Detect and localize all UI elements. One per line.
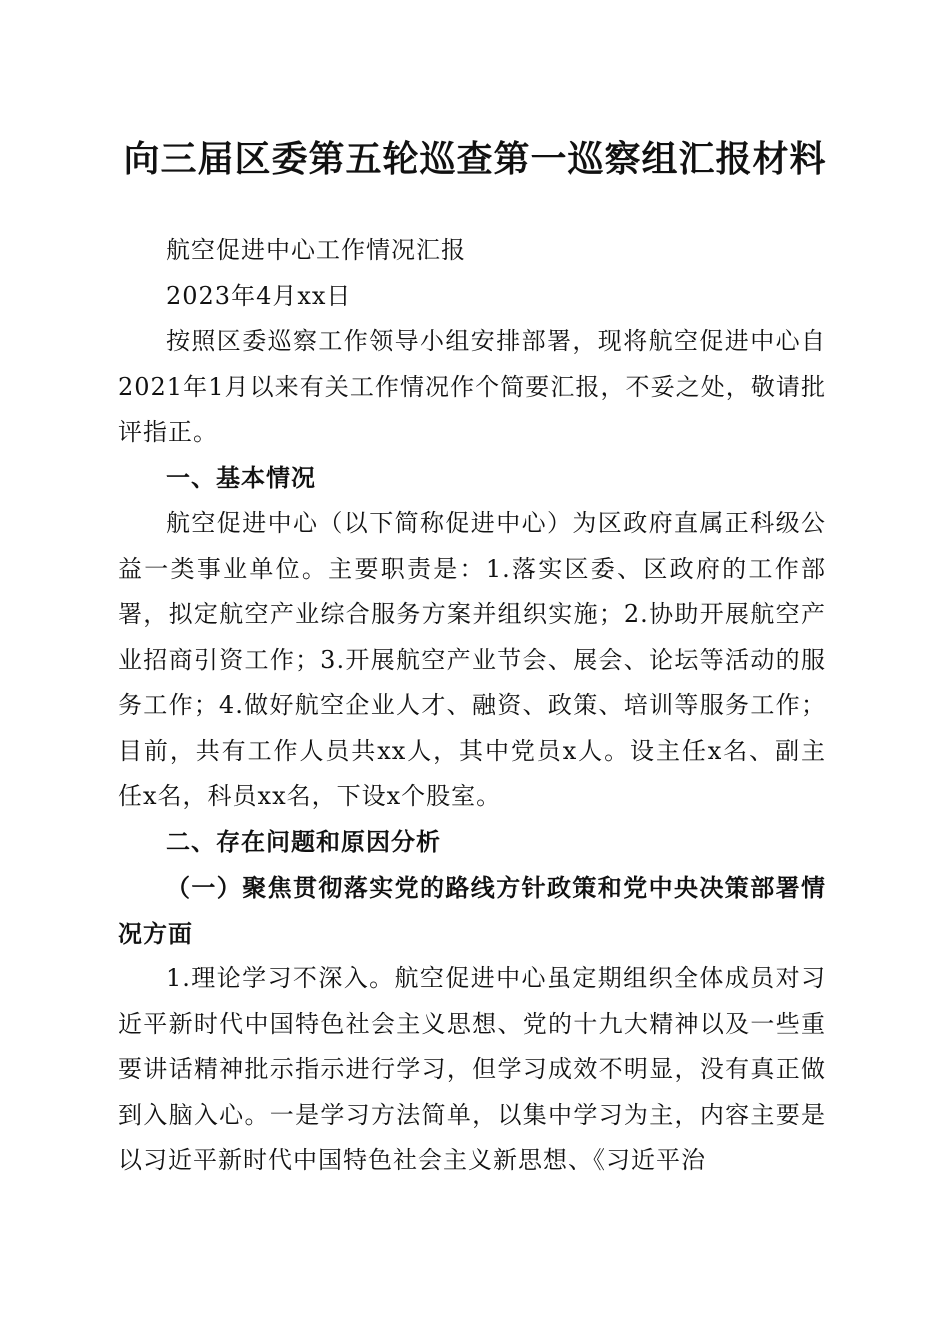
document-body	[118, 228, 826, 1184]
document-title: 向三届区委第五轮巡查第一巡察组汇报材料	[123, 139, 827, 180]
intro-paragraph: 按照区委巡察工作领导小组安排部署，现将航空促进中心自2021年1月以来有关工作情况作个简要汇报，不妥之处，敬请批评指正。	[118, 327, 826, 446]
section-heading-problems: 二、存在问题和原因分析	[166, 827, 441, 856]
basic-info-paragraph: 航空促进中心（以下简称促进中心）为区政府直属正科级公益一类事业单位。主要职责是：1.落实区委、区政府的工作部署，拟定航空产业综合服务方案并组织实施；2.协助开展航空产业招商引资工作；3.开展航空产业节会、展会、论坛等活动的服务工作；4.做好航空企业人才、融资、政策、培训等服务工作；目前，共有工作人员共xx人，其中党员x人。设主任x名、副主任x名，科员xx名，下设x个股室。	[118, 509, 826, 810]
report-subtitle: 航空促进中心工作情况汇报	[166, 236, 466, 264]
section-heading-basic-info: 一、基本情况	[166, 463, 316, 492]
point-theory-study: 1.理论学习不深入。航空促进中心虽定期组织全体成员对习近平新时代中国特色社会主义思想、党的十九大精神以及一些重要讲话精神批示指示进行学习，但学习成效不明显，没有真正做到入脑入心。一是学习方法简单，以集中学习为主，内容主要是以习近平新时代中国特色社会主义新思想、《习近平治	[118, 964, 826, 1174]
subsection-heading-policy: （一）聚焦贯彻落实党的路线方针政策和党中央决策部署情况方面	[118, 873, 826, 948]
report-date: 2023年4月xx日	[166, 281, 352, 310]
